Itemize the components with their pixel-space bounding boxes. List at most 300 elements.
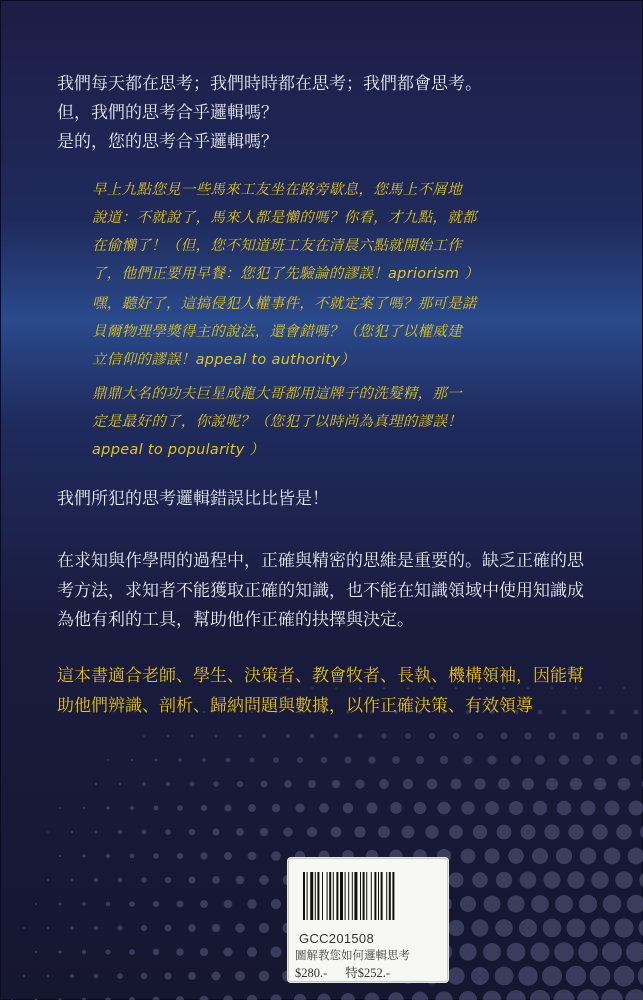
pattern-dot xyxy=(71,831,73,833)
pattern-dot xyxy=(355,779,364,788)
pattern-dot xyxy=(226,758,231,763)
pattern-dot xyxy=(580,848,596,864)
pattern-dot xyxy=(271,851,280,860)
pattern-dot xyxy=(559,755,569,765)
pattern-dot xyxy=(142,782,146,786)
barcode-bar xyxy=(374,872,376,920)
example-quote-2 xyxy=(92,290,572,374)
pattern-dot xyxy=(449,825,463,839)
pattern-dot xyxy=(167,735,169,737)
intro-line-2: 但，我們的思考合乎邏輯嗎？ xyxy=(57,103,278,123)
pattern-dot xyxy=(59,903,62,906)
pattern-dot xyxy=(518,966,537,985)
sticker-title: 圖解教您如何邏輯思考 xyxy=(295,948,410,962)
pattern-dot xyxy=(508,848,524,864)
pattern-dot xyxy=(607,755,617,765)
barcode-bar xyxy=(371,872,372,920)
pattern-dot xyxy=(154,806,159,811)
pattern-dot xyxy=(495,967,514,986)
pattern-dot xyxy=(622,686,625,689)
pattern-dot xyxy=(70,878,73,881)
pattern-dot xyxy=(590,918,609,937)
pattern-dot xyxy=(501,733,508,740)
target-audience xyxy=(57,661,602,721)
sticker-prices xyxy=(295,963,445,981)
barcode-bar xyxy=(333,872,334,920)
pattern-dot xyxy=(553,989,574,1000)
pattern-dot xyxy=(592,824,608,840)
pattern-dot xyxy=(604,848,621,865)
pattern-dot xyxy=(440,756,449,765)
pattern-dot xyxy=(460,896,476,912)
pattern-dot xyxy=(106,806,109,809)
pattern-dot xyxy=(165,829,171,835)
barcode-bar xyxy=(336,872,338,920)
pattern-dot xyxy=(472,872,488,888)
barcode-bar xyxy=(352,872,353,920)
pattern-dot xyxy=(603,895,621,913)
pattern-dot xyxy=(341,993,355,1000)
pattern-dot xyxy=(581,801,596,816)
pattern-dot xyxy=(638,918,643,937)
pattern-dot xyxy=(153,853,159,859)
barcode-bar xyxy=(303,872,305,920)
pattern-dot xyxy=(567,871,584,888)
pattern-dot xyxy=(200,852,207,859)
pattern-dot xyxy=(153,901,159,907)
regular-price: $280.- xyxy=(295,966,328,980)
pattern-dot xyxy=(474,778,485,789)
pattern-dot xyxy=(345,757,352,764)
pattern-dot xyxy=(131,759,133,761)
pattern-dot xyxy=(447,967,464,984)
pattern-dot xyxy=(601,989,623,1000)
pattern-dot xyxy=(343,803,354,814)
barcode-bar xyxy=(392,872,394,920)
pattern-dot xyxy=(544,824,559,839)
pattern-dot xyxy=(532,848,548,864)
pattern-dot xyxy=(464,756,473,765)
pattern-dot xyxy=(188,972,196,980)
pattern-dot xyxy=(70,974,74,978)
pattern-dot xyxy=(297,757,303,763)
pattern-dot xyxy=(259,971,270,982)
pattern-dot xyxy=(83,807,85,809)
pattern-dot xyxy=(176,996,184,1000)
pattern-dot xyxy=(319,803,329,813)
pattern-dot xyxy=(591,871,608,888)
pattern-dot xyxy=(412,992,428,1000)
barcode-bar xyxy=(340,872,343,920)
pattern-dot xyxy=(473,825,487,839)
pattern-dot xyxy=(531,895,549,913)
pattern-dot xyxy=(567,919,586,938)
pattern-dot xyxy=(153,997,160,1000)
pattern-dot xyxy=(47,879,49,881)
quote-3-line-2: 定是最好的了，你說呢？（您犯了以時尚為真理的謬誤！ xyxy=(92,414,462,430)
quote-3-line-3: appeal to popularity ） xyxy=(92,442,265,458)
pattern-dot xyxy=(568,824,584,840)
pattern-dot xyxy=(271,947,282,958)
pattern-dot xyxy=(495,919,513,937)
pattern-dot xyxy=(119,783,122,786)
pattern-dot xyxy=(620,732,627,739)
pattern-dot xyxy=(190,782,195,787)
barcode-bar xyxy=(317,872,319,920)
pattern-dot xyxy=(165,925,172,932)
barcode-bar xyxy=(381,872,383,920)
barcode-bar xyxy=(348,872,349,920)
pattern-dot xyxy=(471,967,489,985)
pattern-dot xyxy=(235,971,245,981)
pattern-dot xyxy=(247,899,256,908)
pattern-dot xyxy=(631,755,641,765)
pattern-dot xyxy=(23,975,25,977)
pattern-dot xyxy=(429,733,435,739)
pattern-dot xyxy=(141,973,147,979)
pattern-dot xyxy=(438,802,451,815)
pattern-dot xyxy=(107,759,109,761)
pattern-dot xyxy=(47,831,49,833)
pattern-dot xyxy=(214,734,217,737)
pattern-dot xyxy=(118,830,122,834)
pattern-dot xyxy=(435,991,452,1000)
pattern-dot xyxy=(106,854,110,858)
pattern-dot xyxy=(236,828,244,836)
paragraph-line-3: 為他有利的工具，幫助他作正確的抉擇與決定。 xyxy=(57,610,414,630)
pattern-dot xyxy=(392,756,400,764)
pattern-dot xyxy=(487,755,496,764)
pattern-dot xyxy=(155,759,158,762)
paragraph-line-2: 考方法，求知者不能獲取正確的知識，也不能在知識領域中使用知識成 xyxy=(57,580,584,601)
pattern-dot xyxy=(520,824,535,839)
pattern-dot xyxy=(270,994,281,1000)
pattern-dot xyxy=(47,927,50,930)
intro-line-1: 我們每天都在思考；我們時時都在思考；我們都會思考。 xyxy=(57,74,482,94)
pattern-dot xyxy=(259,875,268,884)
pattern-dot xyxy=(249,757,254,762)
pattern-dot xyxy=(201,805,207,811)
pattern-dot xyxy=(511,755,520,764)
pattern-dot xyxy=(200,900,208,908)
pattern-dot xyxy=(614,966,635,987)
pattern-dot xyxy=(483,943,501,961)
pattern-dot xyxy=(627,895,643,913)
pattern-dot xyxy=(416,756,424,764)
pattern-dot xyxy=(366,802,377,813)
pattern-dot xyxy=(471,919,488,936)
pattern-dot xyxy=(191,735,194,738)
pattern-dot xyxy=(82,854,85,857)
pattern-dot xyxy=(106,902,111,907)
pattern-dot xyxy=(59,807,61,809)
pattern-dot xyxy=(94,830,97,833)
pattern-dot xyxy=(459,991,477,1000)
pattern-dot xyxy=(82,950,86,954)
pattern-dot xyxy=(70,926,74,930)
pattern-dot xyxy=(577,989,599,1000)
pattern-dot xyxy=(176,900,183,907)
pattern-dot xyxy=(295,803,304,812)
pattern-dot xyxy=(260,828,269,837)
barcode-bar xyxy=(315,872,316,920)
pattern-dot xyxy=(153,949,160,956)
pattern-dot xyxy=(261,781,268,788)
pattern-dot xyxy=(47,975,50,978)
pattern-dot xyxy=(543,919,562,938)
pattern-dot xyxy=(236,876,245,885)
quote-2-line-3: 立信仰的謬誤！appeal to authority） xyxy=(92,352,356,368)
pattern-dot xyxy=(609,709,614,714)
quote-1-line-2: 說道：不就說了，馬來人都是懶的嗎？你看，才九點，就都 xyxy=(92,210,477,226)
pattern-dot xyxy=(143,735,145,737)
pattern-dot xyxy=(496,872,512,888)
pattern-dot xyxy=(308,780,316,788)
quote-2-line-2: 貝爾物理學獎得主的說法，還會錯嗎？（您犯了以權威建 xyxy=(92,324,462,340)
pattern-dot xyxy=(141,877,146,882)
product-code: GCC201508 xyxy=(299,931,374,946)
pattern-dot xyxy=(82,902,86,906)
barcode-bar xyxy=(360,872,361,920)
pattern-dot xyxy=(176,948,184,956)
example-quote-1 xyxy=(92,176,572,288)
pattern-dot xyxy=(556,848,572,864)
pattern-dot xyxy=(615,871,632,888)
quote-1-line-1: 早上九點您見一些馬來工友坐在路旁歇息，您馬上不屑地 xyxy=(92,182,462,198)
barcode-bar xyxy=(322,872,323,920)
pattern-dot xyxy=(286,734,290,738)
pattern-dot xyxy=(530,942,549,961)
pattern-dot xyxy=(224,852,232,860)
pattern-dot xyxy=(117,973,123,979)
pattern-dot xyxy=(23,927,25,929)
pattern-dot xyxy=(368,756,375,763)
pattern-dot xyxy=(332,780,341,789)
pattern-dot xyxy=(602,942,622,962)
audience-line-1: 這本書適合老師、學生、決策者、教會牧者、長執、機構領袖，因能幫 xyxy=(57,666,584,686)
pattern-dot xyxy=(247,947,257,957)
pattern-dot xyxy=(596,732,603,739)
pattern-dot xyxy=(633,709,638,714)
pattern-dot xyxy=(507,943,526,962)
pattern-dot xyxy=(483,991,502,1000)
pattern-dot xyxy=(284,780,291,787)
pattern-dot xyxy=(509,801,523,815)
pattern-dot xyxy=(248,852,257,861)
pattern-dot xyxy=(628,848,643,865)
pattern-dot xyxy=(354,826,365,837)
pattern-dot xyxy=(272,804,280,812)
pattern-dot xyxy=(461,801,474,814)
pattern-dot xyxy=(459,943,476,960)
pattern-dot xyxy=(605,801,620,816)
pattern-dot xyxy=(497,825,512,840)
intro-line-3: 是的，您的思考合乎邏輯嗎？ xyxy=(57,132,278,152)
pattern-dot xyxy=(317,993,330,1000)
pattern-dot xyxy=(555,895,573,913)
pattern-dot xyxy=(307,827,317,837)
pattern-dot xyxy=(583,755,593,765)
pattern-dot xyxy=(248,804,256,812)
pattern-dot xyxy=(189,829,195,835)
pattern-dot xyxy=(506,990,526,1000)
pattern-dot xyxy=(618,778,631,791)
pattern-dot xyxy=(200,996,209,1000)
pattern-dot xyxy=(507,895,524,912)
pattern-dot xyxy=(484,896,501,913)
pattern-dot xyxy=(331,827,342,838)
pattern-dot xyxy=(533,801,547,815)
pattern-dot xyxy=(262,734,266,738)
pattern-dot xyxy=(212,972,221,981)
barcode-bar xyxy=(327,872,328,920)
pattern-dot xyxy=(294,994,306,1000)
quote-1-line-4: 了，他們正要用早餐：您犯了先驗論的謬誤！apriorism ） xyxy=(92,266,480,282)
barcode-bar xyxy=(386,872,387,920)
pattern-dot xyxy=(259,923,269,933)
pattern-dot xyxy=(202,758,206,762)
pattern-dot xyxy=(238,734,242,738)
pattern-dot xyxy=(522,778,534,790)
pattern-dot xyxy=(535,755,545,765)
pattern-dot xyxy=(212,924,221,933)
barcode-bar xyxy=(354,872,357,920)
pattern-dot xyxy=(594,778,607,791)
pattern-dot xyxy=(448,920,464,936)
pattern-dot xyxy=(566,966,587,987)
barcode-bar xyxy=(310,872,313,920)
pattern-dot xyxy=(639,871,643,888)
pattern-dot xyxy=(212,876,220,884)
pattern-dot xyxy=(223,995,233,1000)
barcode xyxy=(303,872,433,920)
pattern-dot xyxy=(224,804,231,811)
pattern-dot xyxy=(117,925,122,930)
pattern-dot xyxy=(271,899,281,909)
pattern-dot xyxy=(461,849,476,864)
barcode-bar xyxy=(345,872,346,920)
pattern-dot xyxy=(629,801,643,816)
pattern-dot xyxy=(95,783,97,785)
pattern-dot xyxy=(310,734,315,739)
pattern-dot xyxy=(388,992,404,1000)
pattern-dot xyxy=(129,901,134,906)
pattern-dot xyxy=(614,918,633,937)
pattern-dot xyxy=(94,878,98,882)
barcode-bar xyxy=(378,872,379,920)
pattern-dot xyxy=(546,778,558,790)
barcode-bar xyxy=(329,872,331,920)
pattern-dot xyxy=(237,781,243,787)
barcode-bar xyxy=(307,872,308,920)
pattern-dot xyxy=(106,950,111,955)
pattern-dot xyxy=(572,732,579,739)
pattern-dot xyxy=(142,830,147,835)
pattern-dot xyxy=(212,828,219,835)
pattern-dot xyxy=(130,854,135,859)
quote-1-line-3: 在偷懶了！（但，您不知道班工友在清晨六點就開始工作 xyxy=(92,238,462,254)
pattern-dot xyxy=(548,732,555,739)
pattern-dot xyxy=(542,966,562,986)
pattern-dot xyxy=(94,974,99,979)
pattern-dot xyxy=(273,757,279,763)
pattern-dot xyxy=(188,924,196,932)
special-price: 特$252.- xyxy=(345,966,391,980)
pattern-dot xyxy=(223,947,232,956)
pattern-dot xyxy=(427,779,438,790)
pattern-dot xyxy=(554,942,574,962)
audience-line-2: 助他們辨識、剖析、歸納問題與數據，以作正確決策、有效領導 xyxy=(57,696,533,716)
description-paragraph xyxy=(57,547,597,636)
pattern-dot xyxy=(283,827,292,836)
pattern-dot xyxy=(402,826,415,839)
pattern-dot xyxy=(543,871,560,888)
pattern-dot xyxy=(477,733,484,740)
pattern-dot xyxy=(357,733,362,738)
pattern-dot xyxy=(390,802,402,814)
pattern-dot xyxy=(570,778,582,790)
pattern-dot xyxy=(638,966,643,987)
pattern-dot xyxy=(365,993,380,1000)
pattern-dot xyxy=(178,758,181,761)
pattern-dot xyxy=(485,801,499,815)
pattern-dot xyxy=(247,995,257,1000)
paragraph-line-1: 在求知與作學問的過程中，正確與精密的思維是重要的。缺乏正確的思 xyxy=(57,551,584,571)
pattern-dot xyxy=(166,782,170,786)
pattern-dot xyxy=(224,900,233,909)
pattern-dot xyxy=(235,923,244,932)
pattern-dot xyxy=(188,876,195,883)
pattern-dot xyxy=(450,778,461,789)
example-quote-3 xyxy=(92,380,572,464)
pattern-dot xyxy=(334,734,339,739)
pattern-dot xyxy=(177,853,183,859)
pattern-dot xyxy=(165,877,171,883)
pattern-dot xyxy=(578,942,598,962)
quote-2-line-1: 嘿，聽好了，這搞侵犯人權事件，不就定案了嗎？那可是諾 xyxy=(92,296,477,312)
pattern-dot xyxy=(378,826,390,838)
barcode-bar xyxy=(363,872,365,920)
pattern-dot xyxy=(425,825,438,838)
pattern-dot xyxy=(35,951,37,953)
pattern-dot xyxy=(141,925,147,931)
pattern-dot xyxy=(58,950,61,953)
pattern-dot xyxy=(405,733,411,739)
pattern-dot xyxy=(519,919,537,937)
pattern-dot xyxy=(530,990,550,1000)
pattern-dot xyxy=(118,878,123,883)
pattern-dot xyxy=(379,779,389,789)
price-sticker xyxy=(288,858,448,982)
pattern-dot xyxy=(625,989,643,1000)
pattern-dot xyxy=(200,948,208,956)
pattern-dot xyxy=(498,778,510,790)
pattern-dot xyxy=(94,926,98,930)
pattern-dot xyxy=(129,949,135,955)
pattern-dot xyxy=(626,942,643,962)
pattern-dot xyxy=(448,872,463,887)
pattern-dot xyxy=(164,972,171,979)
summary-statement: 我們所犯的思考邏輯錯誤比比皆是！ xyxy=(57,489,329,509)
pattern-dot xyxy=(484,848,499,863)
pattern-dot xyxy=(213,781,219,787)
pattern-dot xyxy=(616,824,632,840)
pattern-dot xyxy=(403,779,413,789)
pattern-dot xyxy=(414,802,426,814)
pattern-dot xyxy=(557,801,572,816)
pattern-dot xyxy=(381,733,387,739)
pattern-dot xyxy=(321,757,328,764)
